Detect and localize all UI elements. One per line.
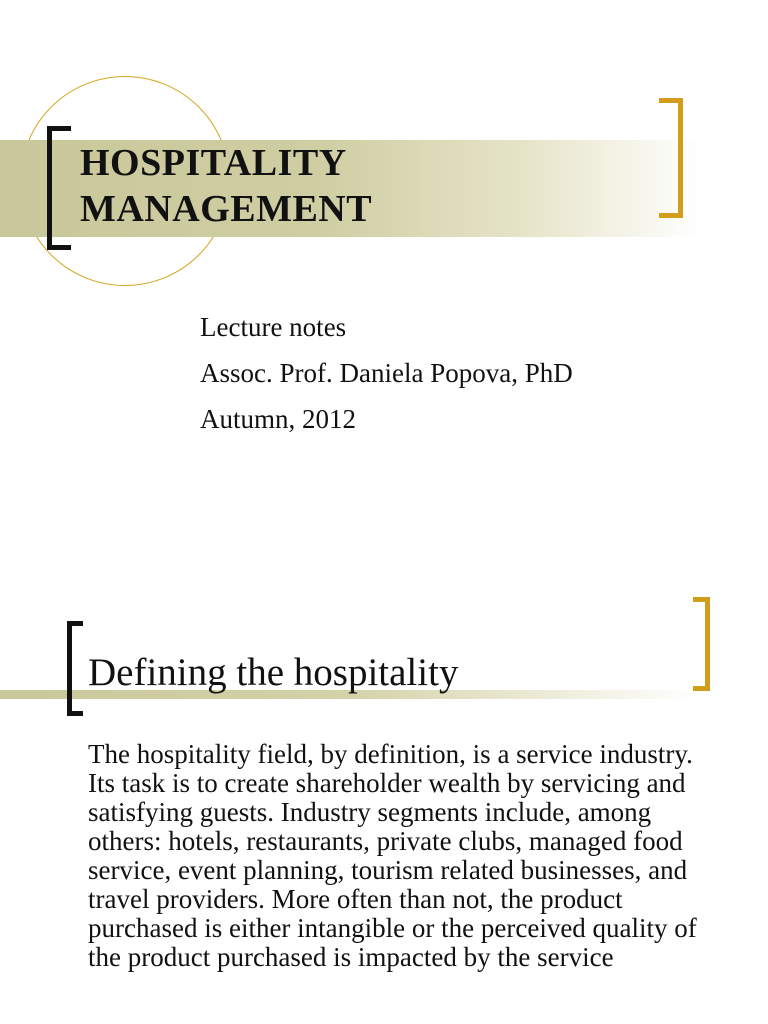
slide-definition	[0, 520, 768, 1024]
subtitle-line-author: Assoc. Prof. Daniela Popova, PhD	[200, 358, 573, 388]
title-line-1: HOSPITALITY	[80, 142, 347, 184]
left-bracket-icon	[47, 126, 71, 250]
slide-subtitle	[200, 304, 740, 442]
right-bracket-icon	[693, 597, 710, 691]
subtitle-line-lecture: Lecture notes	[200, 312, 347, 342]
slide-title-heading	[80, 140, 640, 232]
slide-body-text: The hospitality field, by definition, is a service industry. Its task is to create shareholder wealth by servicing and satisfying guests. Industry segments include, among others: hotels, restaurants, private clubs, managed food service, event planning, tourism related businesses, and travel providers. More often than not, the product purchased is either intangible or the perceived quality of the product purchased is impacted by the service	[88, 739, 697, 972]
subtitle-line-date: Autumn, 2012	[200, 404, 357, 434]
left-bracket-icon	[67, 621, 83, 716]
title-line-2: MANAGEMENT	[80, 188, 373, 230]
slide-heading: Defining the hospitality	[88, 651, 459, 694]
right-bracket-icon	[659, 98, 683, 218]
